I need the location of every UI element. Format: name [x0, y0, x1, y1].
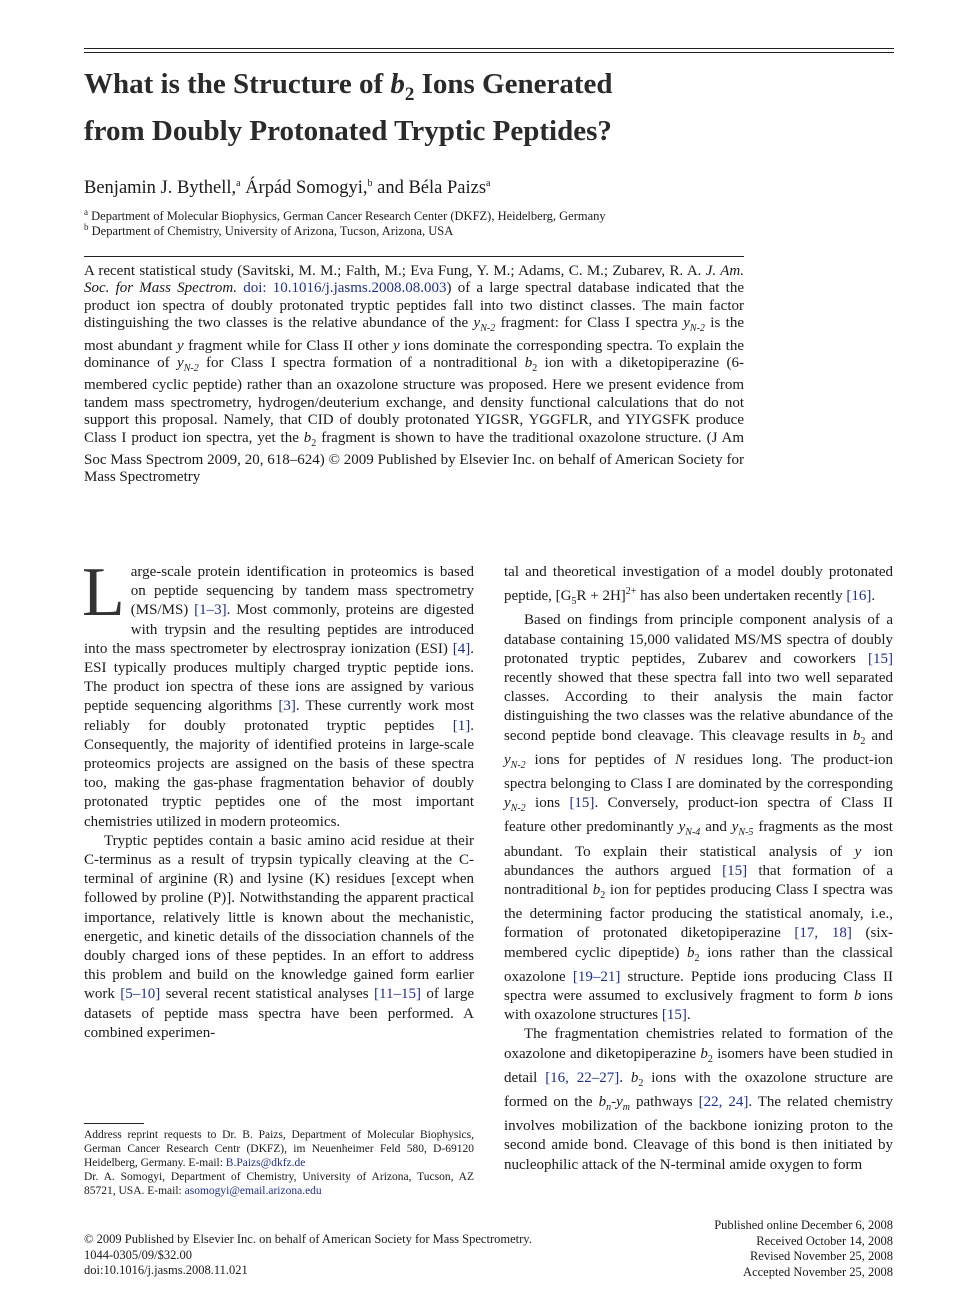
- intro-paragraph-4: Based on findings from principle component analysis of a database containing 15,000 validated MS/MS spectra of doubly protonated tryptic peptides, Zubarev and coworkers [15] recently showed that these spectra fall into two well separated classes. According to their analysis the main factor distinguishing the two classes was the relative abundance of the second peptide bond cleavage. This cleavage results in $b_2$ and $y_{N-2}$ ions for peptides of N residues long. The product-ion spectra belonging to Class I are dominated by the corresponding $y_{N-2}$ ions [15]. Conversely, product-ion spectra of Class II feature other predominantly $y_{N-4}$ and $y_{N-5}$ fragments as the most abundant. To explain their statistical analysis of y ion abundances the authors argued [15] that formation of a nontraditional $b_2$ ion for peptides producing Class I spectra was the determining factor producing the statistical anomaly, i.e., formation of protonated diketopiperazine [17, 18] (six-membered cyclic dipeptide) $b_2$ ions rather than the classical oxazolone [19–21] structure. Peptide ions producing Class II spectra were assumed to exclusively fragment to form b ions with oxazolone structures [15].: [504, 612, 894, 1024]
- article-title: What is the Structure of $b_2$ Ions Generated from Doubly Protonated Tryptic Peptides?: [84, 68, 613, 147]
- top-rule-1: [84, 48, 894, 49]
- email-link-somogyi[interactable]: asomogyi@email.arizona.edu: [184, 1185, 322, 1197]
- ref-link[interactable]: [1–3]: [194, 602, 227, 619]
- abstract: A recent statistical study (Savitski, M. M.; Falth, M.; Eva Fung, Y. M.; Adams, C. M.; Zubarev, R. A. J. Am. Soc. for Mass Spectrom. doi: 10.1016/j.jasms.2008.08.003) of a large spectral database indicated that the product ion spectra of doubly protonated tryptic peptides fall into two distinct classes. The main factor distinguishing the two classes is the relative abundance of the $y_{N-2}$ fragment: for Class I spectra $y_{N-2}$ is the most abundant y fragment while for Class II other y ions dominate the corresponding spectra. To explain the dominance of $y_{N-2}$ for Class I spectra formation of a nontraditional $b_2$ ion with a diketopiperazine (6-membered cyclic peptide) rather than an oxazolone structure was proposed. Here we present evidence from tandem mass spectrometry, hydrogen/deuterium exchange, and density functional calculations that do not support this proposal. Namely, that CID of doubly protonated YIGSR, YGGFLR, and YIYGSFK produce Class I product ion spectra, yet the $b_2$ fragment is shown to have the traditional oxazolone structure. (J Am Soc Mass Spectrom 2009, 20, 618–624) © 2009 Published by Elsevier Inc. on behalf of American Society for Mass Spectrometry: [84, 263, 745, 486]
- ref-link[interactable]: [15]: [722, 862, 748, 879]
- intro-paragraph-1: Large-scale protein identification in proteomics is based on peptide sequencing by tandem mass spectrometry (MS/MS) [1–3]. Most commonly, proteins are digested with trypsin and the resulting peptides are introduced into the mass spectrometer by electrospray ionization (ESI) [4]. ESI typically produces multiply charged tryptic peptide ions. The product ion spectra of these ions are assigned by various peptide sequencing algorithms [3]. These currently work most reliably for doubly protonated tryptic peptides [1]. Consequently, the majority of identified proteins in large-scale proteomics projects are assigned on the basis of these spectra too, making the gas-phase fragmentation behavior of doubly protonated tryptic peptides one of the most important chemistries utilized in modern proteomics.: [82, 554, 475, 830]
- ref-link[interactable]: [15]: [868, 650, 893, 667]
- ref-link[interactable]: [22, 24]: [698, 1094, 749, 1111]
- ref-link[interactable]: [15]: [569, 795, 595, 812]
- date-published: Published online December 6, 2008: [714, 1218, 893, 1232]
- abstract-doi-link[interactable]: doi: 10.1016/j.jasms.2008.08.003: [243, 280, 447, 297]
- email-link-paizs[interactable]: B.Paizs@dkfz.de: [225, 1157, 306, 1169]
- author-list: Benjamin J. Bythell,$^a$ Árpád Somogyi,$^b$ and Béla Paizs$^a$: [84, 178, 491, 199]
- footer-dates: [714, 1218, 893, 1280]
- ref-link[interactable]: [17, 18]: [794, 925, 852, 942]
- ref-link[interactable]: [11–15]: [374, 986, 421, 1003]
- footer-copyright: © 2009 Published by Elsevier Inc. on behalf of American Society for Mass Spectrometry.: [84, 1232, 532, 1246]
- left-column: [82, 554, 475, 1043]
- intro-paragraph-5: The fragmentation chemistries related to formation of the oxazolone and diketopiperazine $b_2$ isomers have been studied in detail [16, 22–27]. $b_2$ ions with the oxazolone structure are formed on the $b_n-y_m$ pathways [22, 24]. The related chemistry involves mobilization of the backbone ionizing proton to the second amide bond. Cleavage of this bond is then initiated by nucleophilic attack of the N-terminal amide oxygen to form: [504, 1026, 893, 1173]
- ref-link[interactable]: [5–10]: [120, 986, 161, 1003]
- ref-link[interactable]: [4]: [452, 640, 471, 657]
- ref-link[interactable]: [19–21]: [572, 968, 621, 985]
- affiliation-b: $^b$ Department of Chemistry, University of Arizona, Tucson, Arizona, USA: [84, 222, 454, 239]
- correspondence-footnote: Address reprint requests to Dr. B. Paizs, Department of Molecular Biophysics, German Cancer Research Centr (DKFZ), im Neuenheimer Feld 580, D-69120 Heidelberg, Germany. E-mail: B.Paizs@dkfz.de Dr. A. Somogyi, Department of Chemistry, University of Arizona, Tucson, AZ 85721, USA. E-mail: asomogyi@email.arizona.edu: [84, 1129, 474, 1197]
- ref-link[interactable]: [16]: [846, 588, 872, 605]
- intro-paragraph-2: Tryptic peptides contain a basic amino acid residue at their C-terminus as a result of trypsin typically cleaving at the C-terminal of arginine (R) and lysine (K) residues [except when followed by proline (P)]. Notwithstanding the apparent practical importance, relatively little is known about the mechanistic, energetic, and kinetic details of the dissociation channels of the doubly charged ions of these peptides. In an effort to address this problem and build on the knowledge gained form earlier work [5–10] several recent statistical analyses [11–15] of large datasets of peptide mass spectra have been performed. A combined experimen-: [84, 832, 475, 1041]
- ref-link[interactable]: [1]: [452, 717, 471, 734]
- ref-link[interactable]: [3]: [278, 698, 296, 715]
- footer-publication-info: [84, 1232, 532, 1279]
- abstract-top-rule: [84, 256, 744, 257]
- footer-issn: 1044-0305/09/$32.00: [84, 1247, 192, 1262]
- footer-doi: doi:10.1016/j.jasms.2008.11.021: [84, 1263, 248, 1277]
- affiliation-a: $^a$ Department of Molecular Biophysics, German Cancer Research Center (DKFZ), Heidelberg, Germany: [84, 207, 606, 224]
- ref-link[interactable]: [15]: [661, 1007, 687, 1024]
- date-accepted: Accepted November 25, 2008: [743, 1264, 893, 1279]
- intro-paragraph-3: tal and theoretical investigation of a model doubly protonated peptide, $[G_5R + 2H]^{2+}$ has also been undertaken recently [16].: [504, 564, 893, 608]
- footnote-rule: [84, 1123, 144, 1124]
- ref-link[interactable]: [16, 22–27]: [545, 1069, 620, 1086]
- date-revised: Revised November 25, 2008: [749, 1249, 893, 1263]
- drop-cap: L: [82, 554, 125, 631]
- top-rule-2: [84, 52, 894, 53]
- right-column: [504, 563, 893, 1175]
- date-received: Received October 14, 2008: [756, 1233, 893, 1248]
